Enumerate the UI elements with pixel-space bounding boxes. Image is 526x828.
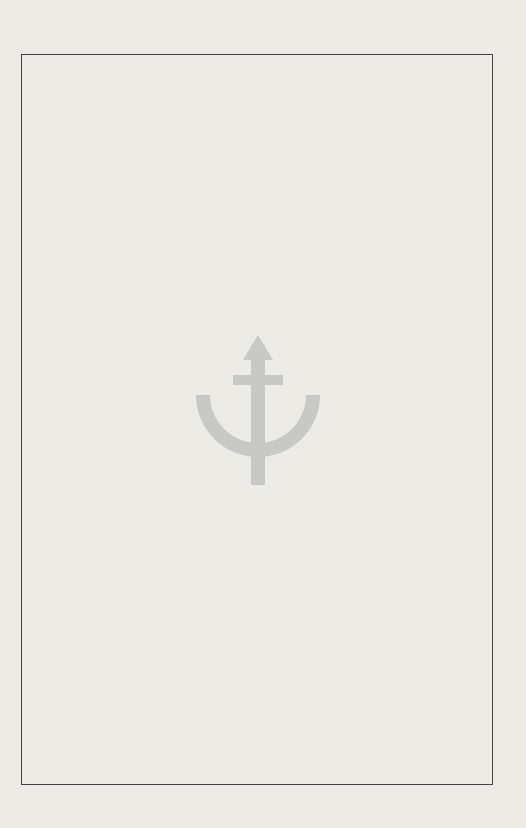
red-cross-seal-watermark bbox=[183, 335, 333, 495]
